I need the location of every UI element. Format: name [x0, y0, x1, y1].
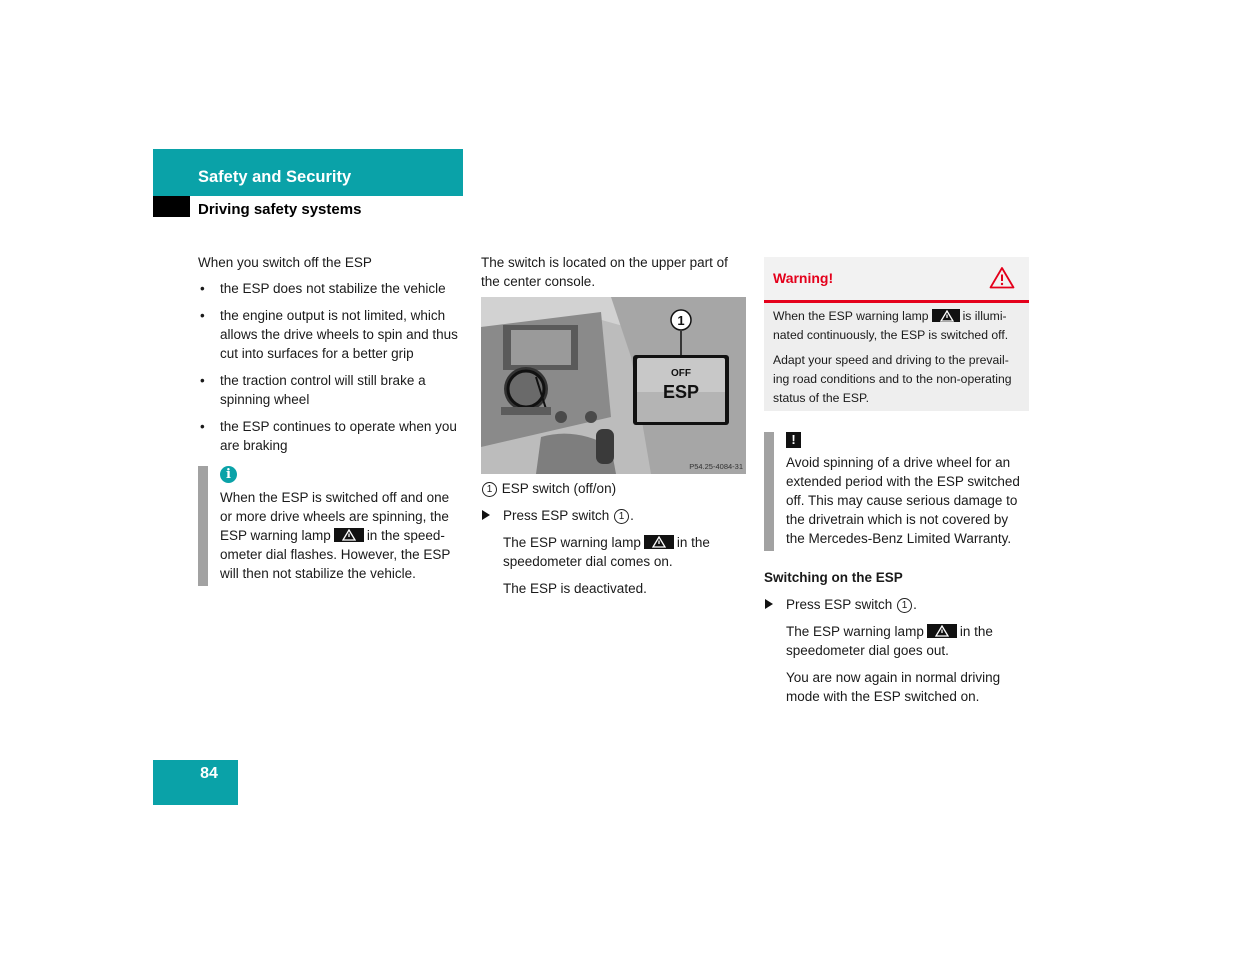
warning-title: Warning!: [773, 270, 834, 286]
figure-button-off-label: OFF: [671, 368, 691, 379]
switching-on-heading: Switching on the ESP: [764, 570, 903, 585]
list-item: • the ESP continues to operate when you are braking: [198, 417, 464, 455]
col3-steps: [764, 595, 1029, 706]
figure-code: P54.25-4084-31: [689, 462, 743, 471]
result-text-post: in the speedometer dial comes on.: [503, 535, 710, 569]
warning-triangle-icon: [989, 266, 1015, 289]
column-1: [198, 253, 464, 463]
step-result: The ESP is deactivated.: [503, 581, 647, 596]
callout-number-icon: 1: [897, 598, 912, 613]
col2-intro: The switch is located on the upper part of the center console.: [481, 255, 728, 289]
esp-warning-lamp-icon: [644, 535, 674, 549]
section-title: Safety and Security: [198, 168, 352, 186]
warning-text-pre: When the ESP warning lamp: [773, 309, 929, 323]
esp-off-effects-list: [198, 279, 464, 455]
step-text: Press ESP switch: [786, 597, 893, 612]
warning-body: [773, 307, 1023, 408]
step-punct: .: [913, 597, 917, 612]
info-text: [220, 488, 464, 583]
result-text-post: in the speedometer dial goes out.: [786, 624, 993, 658]
exclamation-icon: !: [786, 432, 801, 448]
subsection-marker: [153, 196, 190, 217]
step-punct: .: [630, 508, 634, 523]
esp-warning-lamp-icon: [927, 624, 957, 638]
center-console-illustration: [481, 297, 746, 474]
note-sidebar: [764, 432, 774, 551]
info-text-pre: When the ESP is switched off and one or more drive wheels are spinning, the ESP warning lamp: [220, 490, 450, 543]
note-sidebar: [198, 466, 208, 586]
notice-text: Avoid spinning of a drive wheel for an extended period with the ESP switched off. This may cause serious damage to the drivetrain which is not covered by the Mercedes-Benz Limited Warranty.: [786, 455, 1020, 546]
esp-warning-lamp-icon: [932, 309, 960, 322]
instruction-step: [481, 506, 747, 525]
step-arrow-icon: [482, 510, 490, 520]
step-result: [481, 533, 747, 571]
info-text-post: in the speed-ometer dial flashes. However, the ESP will then not stabilize the vehicle.: [220, 528, 451, 581]
step-arrow-icon: [765, 599, 773, 609]
warning-header: [764, 257, 1029, 303]
step-text: Press ESP switch: [503, 508, 610, 523]
esp-warning-lamp-icon: [334, 528, 364, 542]
warning-paragraph: [773, 307, 1023, 345]
warning-paragraph: Adapt your speed and driving to the prevail-ing road conditions and to the non-operating status of the ESP.: [773, 353, 1012, 405]
warning-box: [764, 257, 1029, 411]
figure-caption-text: ESP switch (off/on): [501, 481, 617, 496]
step-result: You are now again in normal driving mode with the ESP switched on.: [786, 670, 1001, 704]
info-icon: i: [220, 466, 237, 483]
col1-intro: When you switch off the ESP: [198, 255, 372, 270]
info-note: [198, 466, 464, 586]
callout-number-icon: 1: [614, 509, 629, 524]
list-item: • the traction control will still brake a spinning wheel: [198, 371, 464, 409]
result-text-pre: The ESP warning lamp: [786, 624, 924, 639]
col2-steps: [481, 506, 747, 598]
result-text-pre: The ESP warning lamp: [503, 535, 641, 550]
figure-caption: [481, 479, 747, 498]
page-number: 84: [200, 765, 218, 782]
figure-callout-number: 1: [677, 313, 685, 328]
list-item: • the ESP does not stabilize the vehicle: [198, 279, 464, 298]
subsection-title: Driving safety systems: [198, 201, 362, 218]
instruction-step: [764, 595, 1029, 614]
step-result: [764, 622, 1029, 660]
figure-button-esp-label: ESP: [662, 382, 700, 402]
warning-text-post: is illumi-nated continuously, the ESP is switched off.: [773, 309, 1009, 342]
damage-notice: [764, 432, 1029, 552]
center-console-figure: [481, 297, 746, 474]
callout-number-icon: 1: [482, 482, 497, 497]
list-item: • the engine output is not limited, which allows the drive wheels to spin and thus cut into surfaces for a better grip: [198, 306, 464, 363]
